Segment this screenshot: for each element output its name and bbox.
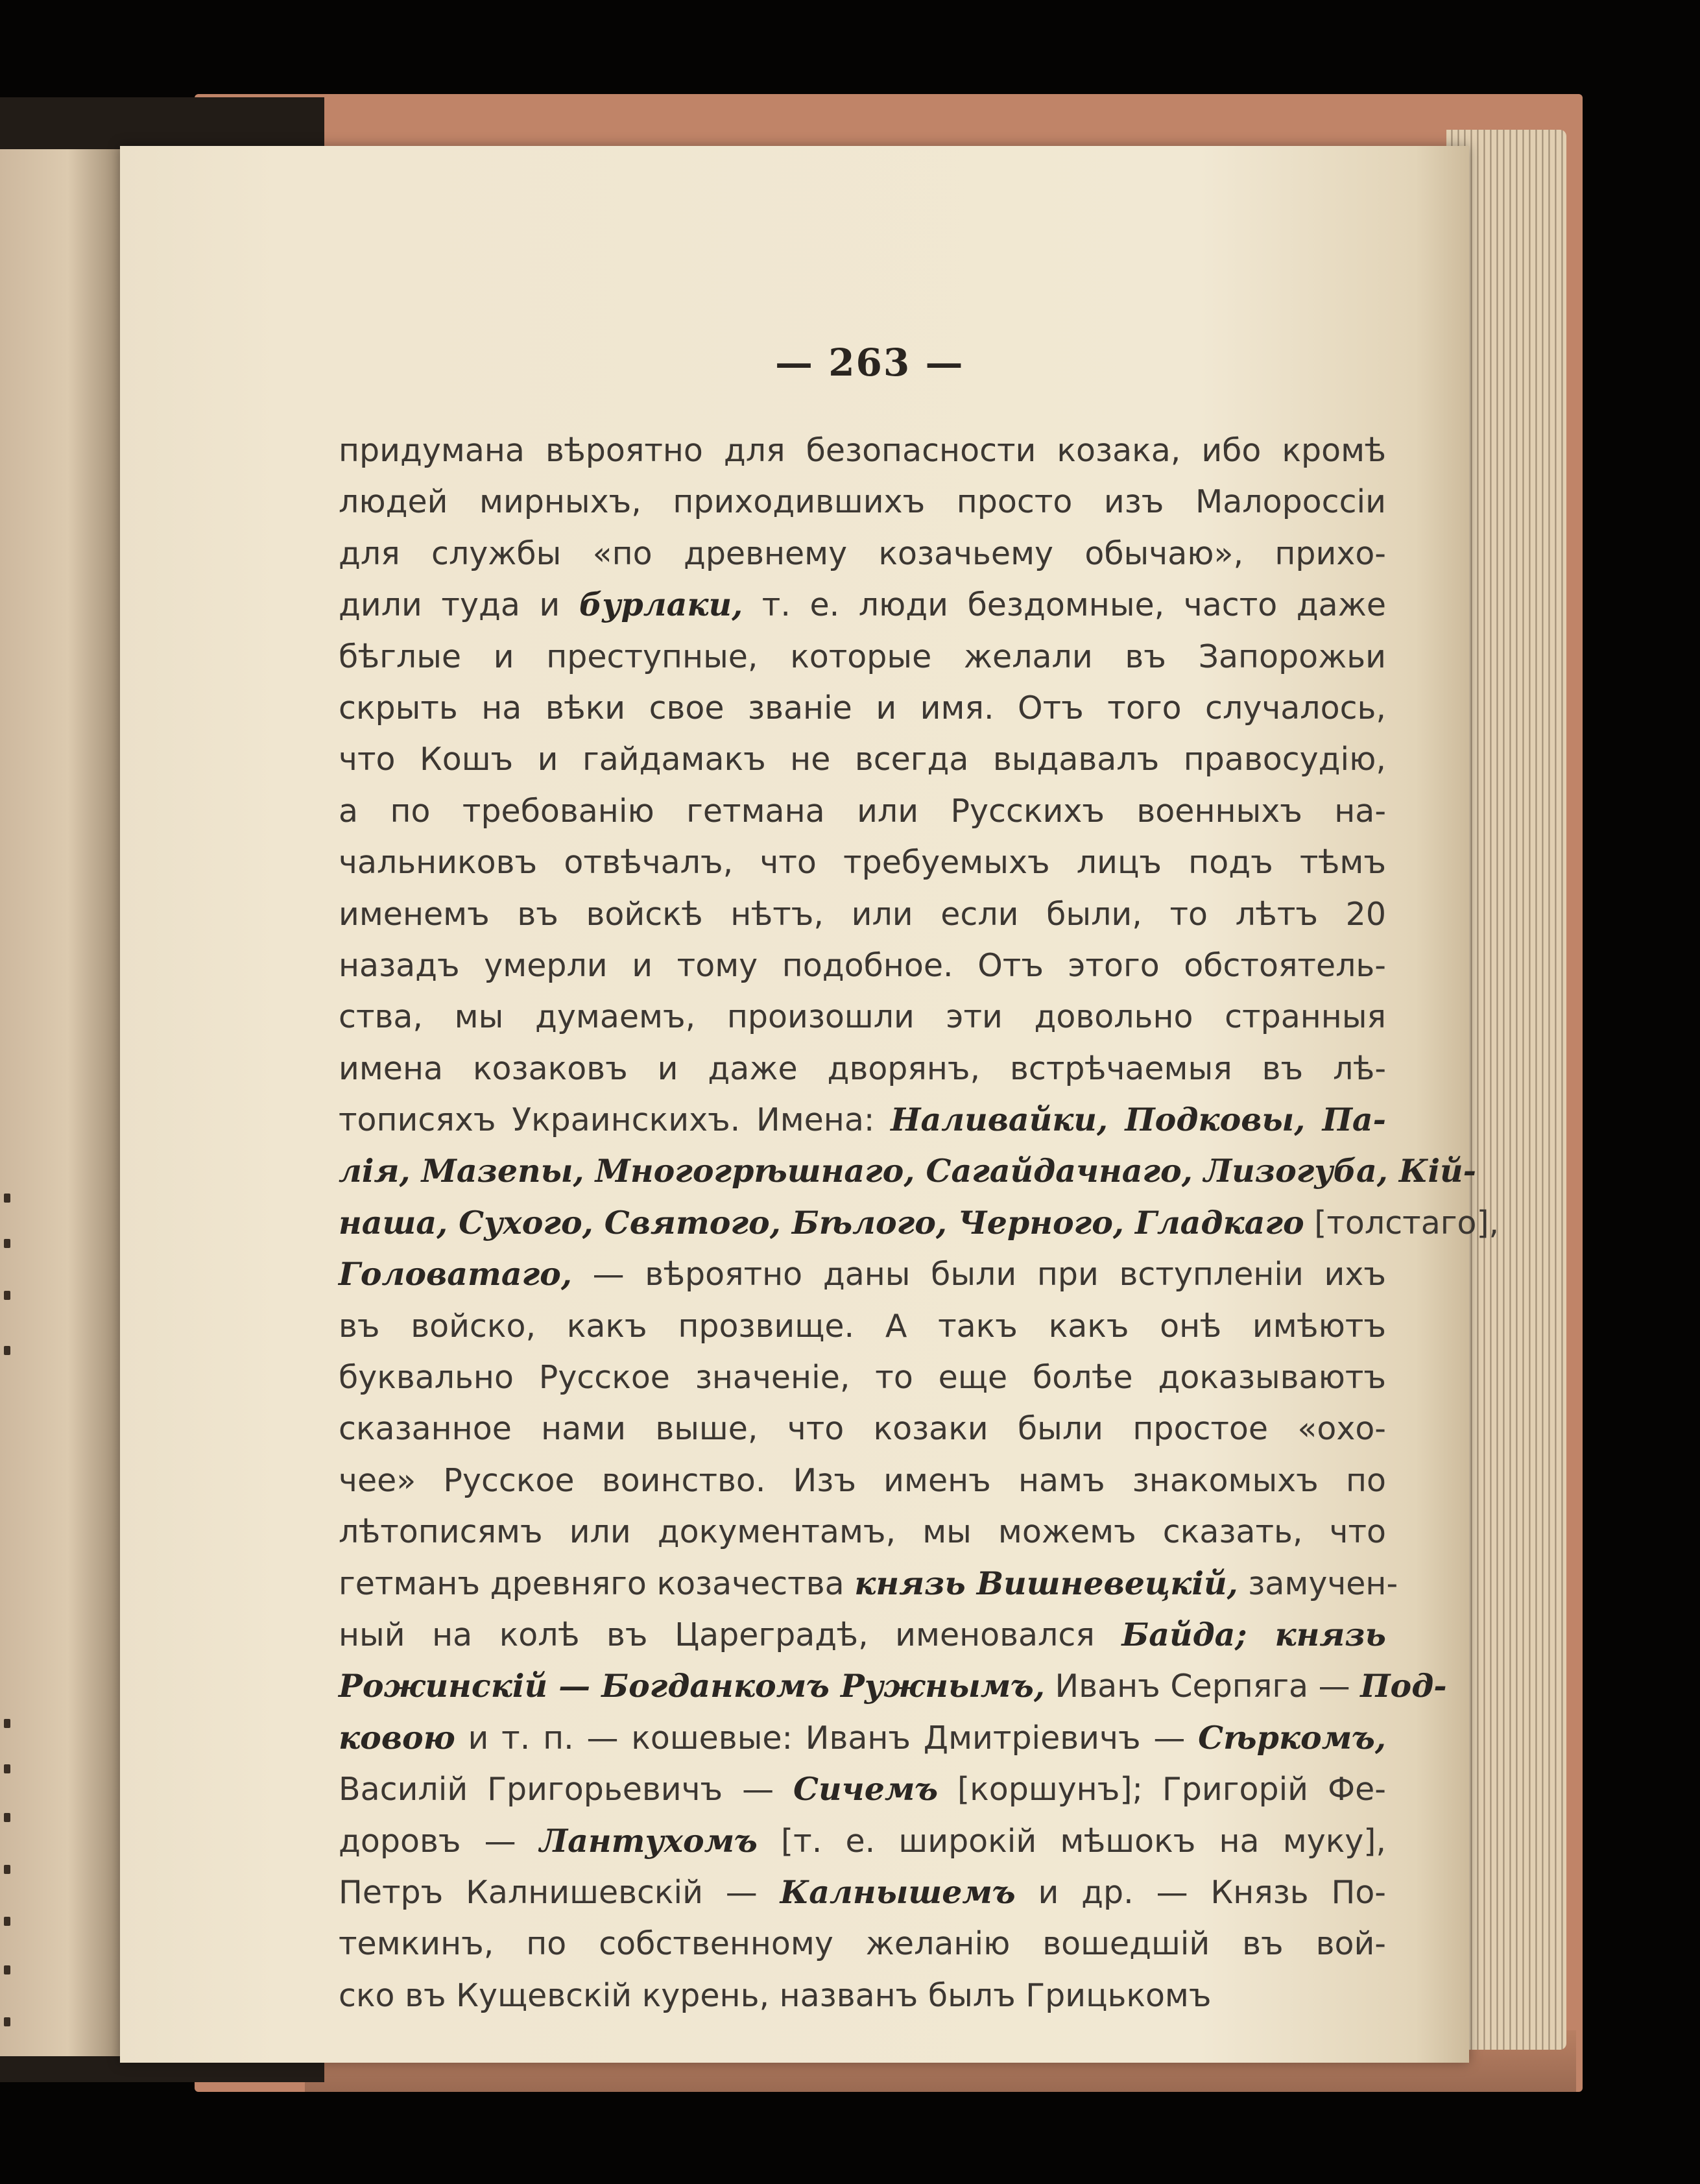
text-line — [339, 1043, 1386, 1094]
facing-page-mark — [4, 1194, 10, 1203]
facing-page — [0, 149, 123, 2056]
text-line — [339, 1197, 1500, 1249]
text-line — [339, 1661, 1447, 1712]
text-line — [339, 1403, 1386, 1454]
facing-page-mark — [4, 1813, 10, 1822]
italic-text: наша, Сухого, Святого, Бѣлого, Черного, Гладкаго — [339, 1203, 1304, 1242]
text-run: Иванъ Серпяга — — [1044, 1668, 1361, 1705]
text-run: придумана вѣроятно для безопасности козака, ибо кромѣ — [339, 432, 1386, 469]
text-run: ско въ Кущевскій курень, названъ былъ Грицькомъ — [339, 1976, 1212, 2014]
italic-text: Под- — [1360, 1667, 1447, 1705]
italic-text: князь Вишневецкій, — [854, 1564, 1238, 1602]
text-line — [339, 1301, 1386, 1352]
text-run: чее» Русское воинство. Изъ именъ намъ знакомыхъ по — [339, 1461, 1386, 1499]
text-line — [339, 786, 1386, 837]
text-line — [339, 631, 1386, 682]
text-line — [339, 889, 1386, 940]
text-run: — вѣроятно даны были при вступленіи ихъ — [571, 1256, 1386, 1293]
facing-page-mark — [4, 1917, 10, 1926]
book-page — [120, 146, 1500, 2063]
text-line — [339, 1970, 1386, 2021]
italic-text: ковою — [339, 1718, 455, 1757]
italic-text: Калнышемъ — [780, 1873, 1016, 1911]
text-run: ства, мы думаемъ, произошли эти довольно странныя — [339, 998, 1386, 1036]
text-line — [339, 1146, 1477, 1197]
text-run: скрыть на вѣки свое званіе и имя. Отъ того случалось, — [339, 689, 1386, 726]
text-run: [коршунъ]; Григорій Фе- — [938, 1771, 1386, 1808]
text-line — [339, 1352, 1386, 1403]
text-line — [339, 1506, 1386, 1557]
italic-text: бурлаки, — [579, 586, 743, 624]
facing-page-mark — [4, 1865, 10, 1874]
text-line — [339, 1867, 1386, 1918]
text-run: доровъ — — [339, 1822, 540, 1860]
text-run: бѣглые и преступные, которые желали въ Запорожьи — [339, 638, 1386, 675]
text-line — [339, 837, 1386, 888]
facing-page-mark — [4, 2017, 10, 2026]
text-line — [339, 476, 1386, 527]
text-run: имена козаковъ и даже дворянъ, встрѣчаемыя въ лѣ- — [339, 1050, 1386, 1087]
text-run: гетманъ древняго козачества — [339, 1565, 855, 1602]
text-run: Василій Григорьевичъ — — [339, 1771, 794, 1808]
facing-page-mark — [4, 1965, 10, 1974]
facing-page-mark — [4, 1764, 10, 1773]
italic-text: Наливайки, Подковы, Па- — [891, 1101, 1386, 1139]
text-run: Петръ Калнишевскій — — [339, 1873, 780, 1911]
text-run: именемъ въ войскѣ нѣтъ, или если были, то лѣтъ 20 — [339, 895, 1386, 933]
facing-page-mark — [4, 1719, 10, 1728]
text-line — [339, 1918, 1386, 1969]
facing-page-mark — [4, 1239, 10, 1248]
text-run: а по требованію гетмана или Русскихъ военныхъ на- — [339, 792, 1386, 830]
italic-text: Рожинскій — Богданкомъ Ружнымъ, — [339, 1667, 1045, 1705]
text-line — [339, 528, 1386, 579]
text-run: лѣтописямъ или документамъ, мы можемъ сказать, что — [339, 1513, 1386, 1551]
text-line — [339, 682, 1386, 734]
text-line — [339, 734, 1386, 785]
text-run: замучен- — [1238, 1565, 1398, 1602]
text-run: [т. е. широкій мѣшокъ на муку], — [757, 1822, 1386, 1860]
text-line — [339, 991, 1386, 1042]
italic-text: лія, Мазепы, Многогрѣшнаго, Сагайдачнаго, Лизогуба, Кій- — [339, 1152, 1477, 1190]
text-line — [339, 1764, 1386, 1815]
text-line — [339, 579, 1386, 630]
text-line — [339, 1455, 1386, 1506]
text-run: тописяхъ Украинскихъ. Имена: — [339, 1101, 891, 1139]
text-run: буквально Русское значеніе, то еще болѣе доказываютъ — [339, 1359, 1386, 1397]
text-run: [толстаго], — [1304, 1204, 1500, 1242]
text-line — [339, 425, 1386, 476]
text-run: дили туда и — [339, 586, 579, 624]
italic-text: Байда; князь — [1121, 1615, 1386, 1653]
text-line — [339, 1094, 1386, 1146]
page-number: — 263 — — [775, 341, 964, 385]
text-run: сказанное нами выше, что козаки были простое «охо- — [339, 1410, 1386, 1448]
text-run: т. е. люди бездомные, часто даже — [743, 586, 1386, 624]
text-run: въ войско, какъ прозвище. А такъ какъ онѣ имѣютъ — [339, 1307, 1386, 1345]
text-line — [339, 1249, 1386, 1300]
text-line — [339, 1712, 1386, 1764]
text-line — [339, 1558, 1398, 1609]
text-run: и др. — Князь По- — [1015, 1873, 1386, 1911]
text-run: и т. п. — кошевые: Иванъ Дмитріевичъ — — [455, 1719, 1199, 1757]
page-body-text — [339, 425, 1500, 2021]
text-line — [339, 1609, 1386, 1661]
text-run: для службы «по древнему козачьему обычаю», прихо- — [339, 534, 1386, 572]
facing-page-mark — [4, 1291, 10, 1300]
italic-text: Сѣркомъ, — [1198, 1718, 1386, 1757]
italic-text: Сичемъ — [793, 1770, 939, 1808]
text-run: людей мирныхъ, приходившихъ просто изъ Малороссіи — [339, 483, 1386, 521]
text-run: что Кошъ и гайдамакъ не всегда выдавалъ правосудію, — [339, 741, 1386, 778]
text-run: назадъ умерли и тому подобное. Отъ этого обстоятель- — [339, 946, 1386, 984]
text-run: чальниковъ отвѣчалъ, что требуемыхъ лицъ подъ тѣмъ — [339, 844, 1386, 882]
facing-page-mark — [4, 1346, 10, 1355]
italic-text: Лантухомъ — [539, 1821, 758, 1860]
text-run: темкинъ, по собственному желанію вошедшій въ вой- — [339, 1925, 1386, 1963]
text-line — [339, 940, 1386, 991]
italic-text: Головатаго, — [339, 1255, 572, 1293]
text-line — [339, 1816, 1386, 1867]
text-run: ный на колѣ въ Цареградѣ, именовался — [339, 1616, 1122, 1653]
